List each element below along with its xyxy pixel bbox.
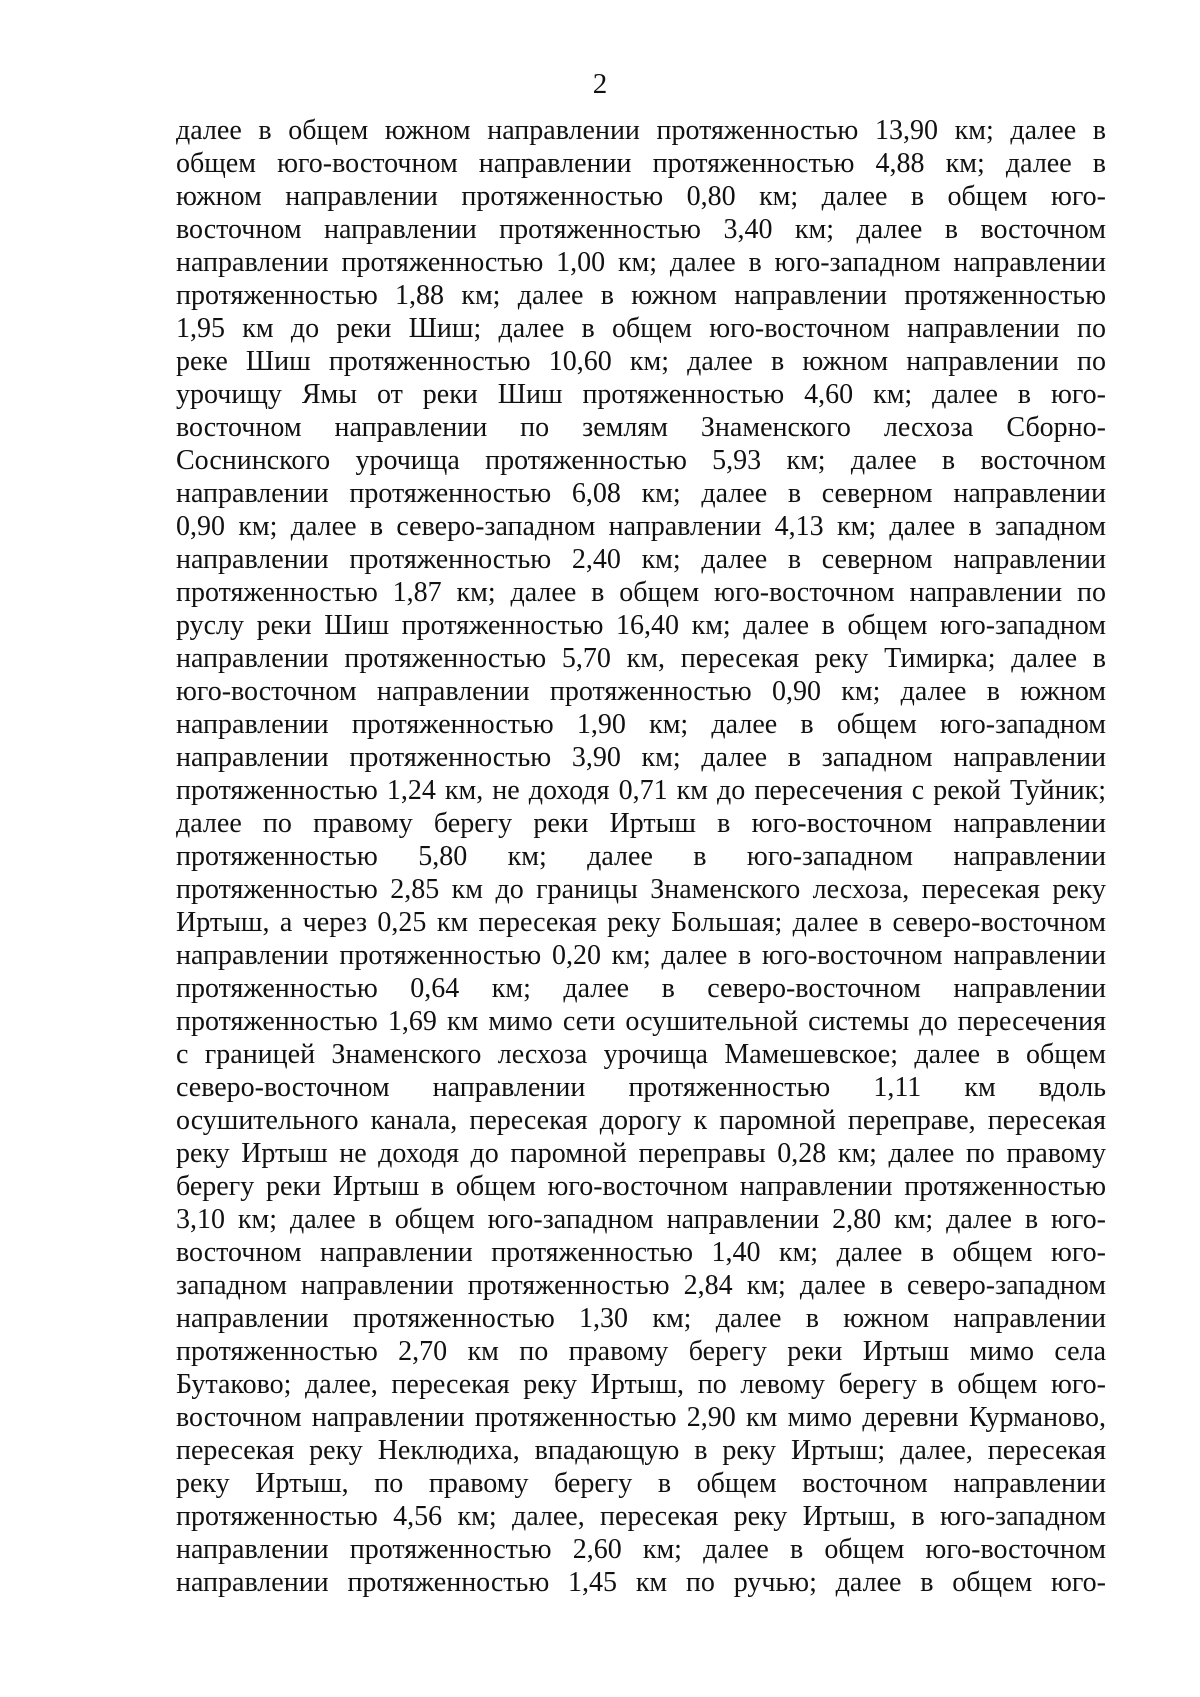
text-line: направлении протяженностью 1,45 км по ручью; далее в общем юго-	[176, 1567, 1106, 1598]
text-line: осушительного канала, пересекая дорогу к паромной переправе, пересекая	[176, 1105, 1106, 1136]
text-line: направлении протяженностью 6,08 км; далее в северном направлении	[176, 478, 1106, 509]
text-line: урочищу Ямы от реки Шиш протяженностью 4,60 км; далее в юго-	[176, 379, 1106, 410]
text-line: реке Шиш протяженностью 10,60 км; далее в южном направлении по	[176, 346, 1106, 377]
text-line: 3,10 км; далее в общем юго-западном направлении 2,80 км; далее в юго-	[176, 1204, 1106, 1235]
text-line: восточном направлении по землям Знаменского лесхоза Сборно-	[176, 412, 1106, 443]
text-line: Соснинского урочища протяженностью 5,93 км; далее в восточном	[176, 445, 1106, 476]
text-line: 1,95 км до реки Шиш; далее в общем юго-восточном направлении по	[176, 313, 1106, 344]
text-line: направлении протяженностью 5,70 км, пересекая реку Тимирка; далее в	[176, 643, 1106, 674]
text-line: берегу реки Иртыш в общем юго-восточном направлении протяженностью	[176, 1171, 1106, 1202]
text-line: протяженностью 1,69 км мимо сети осушительной системы до пересечения	[176, 1006, 1106, 1037]
text-line: направлении протяженностью 1,00 км; далее в юго-западном направлении	[176, 247, 1106, 278]
text-line: восточном направлении протяженностью 2,90 км мимо деревни Курманово,	[176, 1402, 1106, 1433]
text-line: направлении протяженностью 1,30 км; далее в южном направлении	[176, 1303, 1106, 1334]
text-line: Бутаково; далее, пересекая реку Иртыш, по левому берегу в общем юго-	[176, 1369, 1106, 1400]
text-line: протяженностью 1,87 км; далее в общем юго-восточном направлении по	[176, 577, 1106, 608]
text-line: северо-восточном направлении протяженностью 1,11 км вдоль	[176, 1072, 1106, 1103]
text-line: далее по правому берегу реки Иртыш в юго-восточном направлении	[176, 808, 1106, 839]
text-line: реку Иртыш, по правому берегу в общем восточном направлении	[176, 1468, 1106, 1499]
text-line: направлении протяженностью 3,90 км; далее в западном направлении	[176, 742, 1106, 773]
text-line: юго-восточном направлении протяженностью 0,90 км; далее в южном	[176, 676, 1106, 707]
text-line: направлении протяженностью 2,40 км; далее в северном направлении	[176, 544, 1106, 575]
text-line: южном направлении протяженностью 0,80 км; далее в общем юго-	[176, 181, 1106, 212]
text-line: протяженностью 2,85 км до границы Знаменского лесхоза, пересекая реку	[176, 874, 1106, 905]
text-line: западном направлении протяженностью 2,84 км; далее в северо-западном	[176, 1270, 1106, 1301]
text-line: направлении протяженностью 1,90 км; далее в общем юго-западном	[176, 709, 1106, 740]
body-text	[176, 114, 1106, 1599]
text-line: руслу реки Шиш протяженностью 16,40 км; далее в общем юго-западном	[176, 610, 1106, 641]
text-line: протяженностью 2,70 км по правому берегу реки Иртыш мимо села	[176, 1336, 1106, 1367]
text-line: направлении протяженностью 0,20 км; далее в юго-восточном направлении	[176, 940, 1106, 971]
text-line: протяженностью 1,88 км; далее в южном направлении протяженностью	[176, 280, 1106, 311]
text-line: протяженностью 5,80 км; далее в юго-западном направлении	[176, 841, 1106, 872]
text-line: реку Иртыш не доходя до паромной переправы 0,28 км; далее по правому	[176, 1138, 1106, 1169]
text-line: восточном направлении протяженностью 3,40 км; далее в восточном	[176, 214, 1106, 245]
text-line: протяженностью 4,56 км; далее, пересекая реку Иртыш, в юго-западном	[176, 1501, 1106, 1532]
text-line: протяженностью 0,64 км; далее в северо-восточном направлении	[176, 973, 1106, 1004]
text-line: общем юго-восточном направлении протяженностью 4,88 км; далее в	[176, 148, 1106, 179]
text-line: восточном направлении протяженностью 1,40 км; далее в общем юго-	[176, 1237, 1106, 1268]
text-line: направлении протяженностью 2,60 км; далее в общем юго-восточном	[176, 1534, 1106, 1565]
text-line: 0,90 км; далее в северо-западном направлении 4,13 км; далее в западном	[176, 511, 1106, 542]
text-line: далее в общем южном направлении протяженностью 13,90 км; далее в	[176, 115, 1106, 146]
text-line: Иртыш, а через 0,25 км пересекая реку Большая; далее в северо-восточном	[176, 907, 1106, 938]
text-line: с границей Знаменского лесхоза урочища Мамешевское; далее в общем	[176, 1039, 1106, 1070]
text-line: пересекая реку Неклюдиха, впадающую в реку Иртыш; далее, пересекая	[176, 1435, 1106, 1466]
text-line: протяженностью 1,24 км, не доходя 0,71 км до пересечения с рекой Туйник;	[176, 775, 1106, 806]
page-number: 2	[592, 68, 608, 100]
